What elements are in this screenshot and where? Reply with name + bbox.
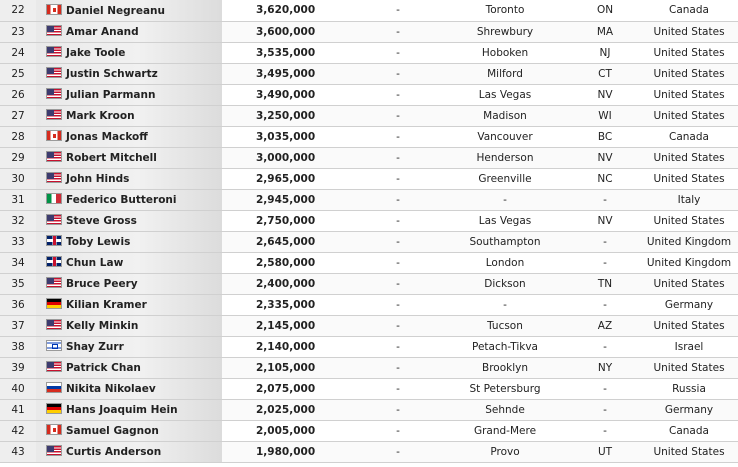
player-name-link[interactable]: John Hinds — [66, 173, 130, 185]
canada-flag-icon — [46, 424, 62, 435]
usa-flag-icon — [46, 214, 62, 225]
city-cell: Grand-Mere — [440, 420, 570, 441]
state-cell: AZ — [570, 315, 640, 336]
table-row — [0, 399, 738, 420]
rank-cell: 42 — [0, 420, 36, 441]
country-cell: United States — [640, 105, 738, 126]
table-row — [0, 420, 738, 441]
usa-flag-icon — [46, 445, 62, 456]
state-cell: NJ — [570, 42, 640, 63]
player-cell — [36, 21, 222, 42]
usa-flag-icon — [46, 46, 62, 57]
player-name-link[interactable]: Mark Kroon — [66, 110, 135, 122]
player-name-link[interactable]: Jake Toole — [66, 47, 126, 59]
earnings-cell: 2,075,000 — [222, 378, 356, 399]
city-cell: Greenville — [440, 168, 570, 189]
earnings-cell: 3,600,000 — [222, 21, 356, 42]
player-name-link[interactable]: Amar Anand — [66, 26, 139, 38]
player-cell — [36, 315, 222, 336]
table-row — [0, 105, 738, 126]
state-cell: - — [570, 336, 640, 357]
country-cell: United States — [640, 315, 738, 336]
placeholder-cell: - — [356, 63, 440, 84]
player-cell — [36, 63, 222, 84]
city-cell: - — [440, 294, 570, 315]
country-cell: United States — [640, 147, 738, 168]
player-name-link[interactable]: Federico Butteroni — [66, 194, 177, 206]
earnings-cell: 3,000,000 — [222, 147, 356, 168]
rank-cell: 29 — [0, 147, 36, 168]
player-cell — [36, 420, 222, 441]
rank-cell: 32 — [0, 210, 36, 231]
table-row — [0, 231, 738, 252]
state-cell: NV — [570, 147, 640, 168]
placeholder-cell: - — [356, 420, 440, 441]
earnings-cell: 3,490,000 — [222, 84, 356, 105]
canada-flag-icon — [46, 130, 62, 141]
state-cell: TN — [570, 273, 640, 294]
rank-cell: 38 — [0, 336, 36, 357]
city-cell: Hoboken — [440, 42, 570, 63]
city-cell: Las Vegas — [440, 84, 570, 105]
placeholder-cell: - — [356, 357, 440, 378]
earnings-cell: 2,105,000 — [222, 357, 356, 378]
player-cell — [36, 210, 222, 231]
state-cell: - — [570, 294, 640, 315]
country-cell: United States — [640, 42, 738, 63]
table-row — [0, 42, 738, 63]
placeholder-cell: - — [356, 126, 440, 147]
player-cell — [36, 357, 222, 378]
usa-flag-icon — [46, 319, 62, 330]
city-cell: Milford — [440, 63, 570, 84]
earnings-cell: 2,140,000 — [222, 336, 356, 357]
uk-flag-icon — [46, 235, 62, 246]
earnings-cell: 2,580,000 — [222, 252, 356, 273]
usa-flag-icon — [46, 109, 62, 120]
player-name-link[interactable]: Patrick Chan — [66, 362, 141, 374]
usa-flag-icon — [46, 25, 62, 36]
player-cell — [36, 84, 222, 105]
city-cell: London — [440, 252, 570, 273]
table-row — [0, 21, 738, 42]
player-cell — [36, 399, 222, 420]
placeholder-cell: - — [356, 441, 440, 462]
country-cell: United States — [640, 168, 738, 189]
state-cell: - — [570, 189, 640, 210]
rank-cell: 26 — [0, 84, 36, 105]
player-cell — [36, 105, 222, 126]
player-cell — [36, 336, 222, 357]
rank-cell: 35 — [0, 273, 36, 294]
rank-cell: 41 — [0, 399, 36, 420]
country-cell: Russia — [640, 378, 738, 399]
placeholder-cell: - — [356, 189, 440, 210]
germany-flag-icon — [46, 403, 62, 414]
city-cell: - — [440, 189, 570, 210]
player-name-link[interactable]: Chun Law — [66, 257, 124, 269]
usa-flag-icon — [46, 361, 62, 372]
player-name-link[interactable]: Justin Schwartz — [66, 68, 158, 80]
table-row — [0, 441, 738, 462]
state-cell: NV — [570, 84, 640, 105]
rank-cell: 27 — [0, 105, 36, 126]
country-cell: Germany — [640, 294, 738, 315]
earnings-cell: 2,965,000 — [222, 168, 356, 189]
player-cell — [36, 252, 222, 273]
city-cell: Henderson — [440, 147, 570, 168]
placeholder-cell: - — [356, 147, 440, 168]
player-name-link[interactable]: Nikita Nikolaev — [66, 383, 156, 395]
table-row — [0, 84, 738, 105]
state-cell: NY — [570, 357, 640, 378]
earnings-cell: 3,620,000 — [222, 0, 356, 21]
placeholder-cell: - — [356, 231, 440, 252]
player-name-link[interactable]: Samuel Gagnon — [66, 425, 159, 437]
table-row — [0, 168, 738, 189]
earnings-cell: 2,335,000 — [222, 294, 356, 315]
table-row — [0, 294, 738, 315]
country-cell: Canada — [640, 126, 738, 147]
rank-cell: 37 — [0, 315, 36, 336]
player-name-link[interactable]: Hans Joaquim Hein — [66, 404, 178, 416]
state-cell: - — [570, 399, 640, 420]
city-cell: Petach-Tikva — [440, 336, 570, 357]
israel-flag-icon — [46, 340, 62, 351]
state-cell: ON — [570, 0, 640, 21]
earnings-cell: 3,035,000 — [222, 126, 356, 147]
usa-flag-icon — [46, 88, 62, 99]
placeholder-cell: - — [356, 399, 440, 420]
country-cell: United States — [640, 441, 738, 462]
player-cell — [36, 168, 222, 189]
placeholder-cell: - — [356, 105, 440, 126]
player-name-link[interactable]: Daniel Negreanu — [66, 4, 166, 17]
italy-flag-icon — [46, 193, 62, 204]
player-cell — [36, 378, 222, 399]
earnings-cell: 2,645,000 — [222, 231, 356, 252]
usa-flag-icon — [46, 277, 62, 288]
state-cell: UT — [570, 441, 640, 462]
player-cell — [36, 42, 222, 63]
country-cell: Israel — [640, 336, 738, 357]
earnings-cell: 2,025,000 — [222, 399, 356, 420]
placeholder-cell: - — [356, 0, 440, 21]
rank-cell: 24 — [0, 42, 36, 63]
city-cell: Toronto — [440, 0, 570, 21]
player-name-link[interactable]: Jonas Mackoff — [66, 131, 148, 143]
rank-cell: 33 — [0, 231, 36, 252]
country-cell: United States — [640, 84, 738, 105]
table-row — [0, 336, 738, 357]
table-row — [0, 210, 738, 231]
player-cell — [36, 294, 222, 315]
state-cell: - — [570, 231, 640, 252]
table-row — [0, 126, 738, 147]
state-cell: - — [570, 252, 640, 273]
earnings-cell: 3,535,000 — [222, 42, 356, 63]
rank-cell: 36 — [0, 294, 36, 315]
table-row — [0, 357, 738, 378]
player-name-link[interactable]: Toby Lewis — [66, 236, 131, 248]
city-cell: Tucson — [440, 315, 570, 336]
country-cell: United Kingdom — [640, 231, 738, 252]
canada-flag-icon — [46, 4, 62, 15]
russia-flag-icon — [46, 382, 62, 393]
country-cell: United States — [640, 273, 738, 294]
state-cell: - — [570, 420, 640, 441]
earnings-cell: 3,495,000 — [222, 63, 356, 84]
table-row — [0, 147, 738, 168]
germany-flag-icon — [46, 298, 62, 309]
state-cell: WI — [570, 105, 640, 126]
player-name-link[interactable]: Bruce Peery — [66, 278, 138, 290]
player-cell — [36, 126, 222, 147]
country-cell: United States — [640, 63, 738, 84]
earnings-cell: 2,400,000 — [222, 273, 356, 294]
earnings-cell: 1,980,000 — [222, 441, 356, 462]
city-cell: Southampton — [440, 231, 570, 252]
usa-flag-icon — [46, 67, 62, 78]
player-cell — [36, 441, 222, 462]
country-cell: Germany — [640, 399, 738, 420]
earnings-cell: 2,005,000 — [222, 420, 356, 441]
placeholder-cell: - — [356, 84, 440, 105]
country-cell: United Kingdom — [640, 252, 738, 273]
state-cell: NV — [570, 210, 640, 231]
table-row — [0, 273, 738, 294]
placeholder-cell: - — [356, 294, 440, 315]
placeholder-cell: - — [356, 336, 440, 357]
country-cell: United States — [640, 357, 738, 378]
city-cell: St Petersburg — [440, 378, 570, 399]
state-cell: MA — [570, 21, 640, 42]
placeholder-cell: - — [356, 210, 440, 231]
country-cell: United States — [640, 210, 738, 231]
player-name-link[interactable]: Steve Gross — [66, 215, 137, 227]
usa-flag-icon — [46, 172, 62, 183]
player-cell — [36, 231, 222, 252]
placeholder-cell: - — [356, 168, 440, 189]
country-cell: Italy — [640, 189, 738, 210]
city-cell: Vancouver — [440, 126, 570, 147]
placeholder-cell: - — [356, 273, 440, 294]
table-row — [0, 0, 738, 21]
table-row — [0, 378, 738, 399]
player-name-link[interactable]: Kelly Minkin — [66, 320, 139, 332]
usa-flag-icon — [46, 151, 62, 162]
table-row — [0, 189, 738, 210]
rank-cell: 34 — [0, 252, 36, 273]
table-row — [0, 252, 738, 273]
earnings-cell: 3,250,000 — [222, 105, 356, 126]
city-cell: Shrewbury — [440, 21, 570, 42]
earnings-cell: 2,145,000 — [222, 315, 356, 336]
country-cell: Canada — [640, 420, 738, 441]
player-name-link[interactable]: Robert Mitchell — [66, 152, 157, 164]
city-cell: Las Vegas — [440, 210, 570, 231]
state-cell: - — [570, 378, 640, 399]
placeholder-cell: - — [356, 21, 440, 42]
city-cell: Dickson — [440, 273, 570, 294]
player-name-link[interactable]: Curtis Anderson — [66, 446, 162, 458]
city-cell: Brooklyn — [440, 357, 570, 378]
city-cell: Madison — [440, 105, 570, 126]
rank-cell: 30 — [0, 168, 36, 189]
rank-cell: 23 — [0, 21, 36, 42]
rank-cell: 40 — [0, 378, 36, 399]
rank-cell: 22 — [0, 0, 36, 21]
placeholder-cell: - — [356, 378, 440, 399]
earnings-cell: 2,750,000 — [222, 210, 356, 231]
rank-cell: 25 — [0, 63, 36, 84]
state-cell: CT — [570, 63, 640, 84]
state-cell: BC — [570, 126, 640, 147]
table-row — [0, 63, 738, 84]
placeholder-cell: - — [356, 252, 440, 273]
player-cell — [36, 273, 222, 294]
player-name-link[interactable]: Shay Zurr — [66, 341, 124, 353]
player-name-link[interactable]: Kilian Kramer — [66, 299, 147, 311]
placeholder-cell: - — [356, 42, 440, 63]
city-cell: Sehnde — [440, 399, 570, 420]
rank-cell: 31 — [0, 189, 36, 210]
player-name-link[interactable]: Julian Parmann — [66, 89, 156, 101]
earnings-cell: 2,945,000 — [222, 189, 356, 210]
player-cell — [36, 147, 222, 168]
table-row — [0, 315, 738, 336]
uk-flag-icon — [46, 256, 62, 267]
city-cell: Provo — [440, 441, 570, 462]
rank-cell: 43 — [0, 441, 36, 462]
rank-cell: 39 — [0, 357, 36, 378]
rank-cell: 28 — [0, 126, 36, 147]
country-cell: United States — [640, 21, 738, 42]
state-cell: NC — [570, 168, 640, 189]
country-cell: Canada — [640, 0, 738, 21]
player-cell — [36, 0, 222, 21]
placeholder-cell: - — [356, 315, 440, 336]
player-cell — [36, 189, 222, 210]
